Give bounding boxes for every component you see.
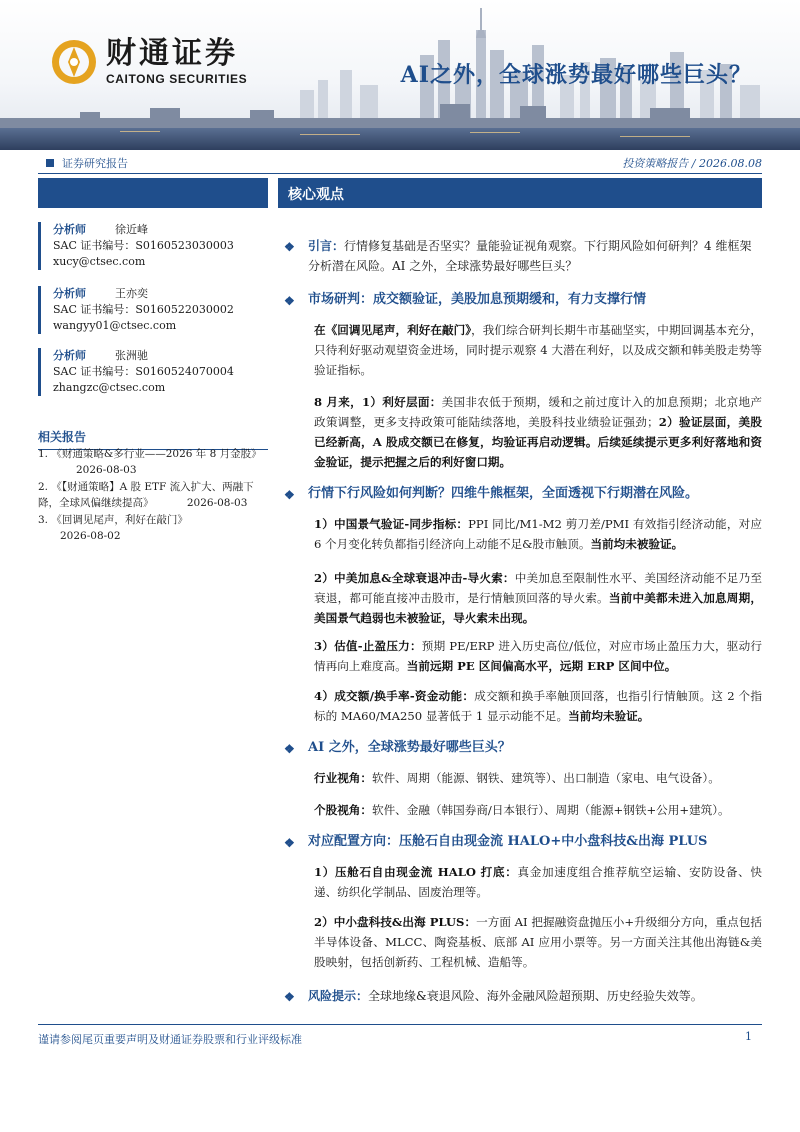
section-heading: 市场研判：成交额验证，美股加息预期缓和，有力支撑行情 — [308, 292, 647, 307]
paragraph-text: 美国非农低于预期，缓和之前过度计入的加息预期；北京地产政策调整，更多支持政策可能陆续落地，美股科技业绩验证强劲； — [314, 395, 762, 429]
paragraph-bold-lead: 2）中美加息&全球衰退冲击-导火索： — [314, 571, 515, 585]
section-paragraph — [314, 768, 762, 788]
section-downside-risk — [284, 484, 762, 505]
square-bullet-icon — [46, 159, 54, 167]
paragraph-text: 中美加息至限制性水平、美国经济动能不足乃至衰退，都可能直接冲击股市，是行情触顶回落的导火索。 — [314, 571, 762, 605]
paragraph-bold-lead: 8 月来，1）利好层面： — [314, 395, 442, 409]
related-report-title: 2. 《【财通策略】A 股 ETF 流入扩大、两融下降，全球风偏继续提高》 — [38, 481, 254, 509]
paragraph-text: 预期 PE/ERP 进入历史高位/低位，对应市场止盈压力大，驱动行情再向上难度高。 — [314, 639, 762, 673]
paragraph-bold-lead: 1）中国景气验证-同步指标： — [314, 517, 469, 531]
analyst-card — [38, 348, 268, 396]
section-paragraph — [314, 568, 762, 628]
paragraph-text: 真金加速度组合推荐航空运输、安防设备、快递、纺织化学制品、固废治理等。 — [314, 865, 762, 899]
paragraph-bold-lead: 2）中小盘科技&出海 PLUS： — [314, 915, 477, 929]
intro-text: 行情修复基础是否坚实？量能验证视角观察。下行期风险如何研判？4 维框架分析潜在风险。AI 之外，全球涨势最好哪些巨头？ — [308, 239, 752, 273]
paragraph-bold-lead: 3）估值-止盈压力： — [314, 639, 422, 653]
paragraph-text: 成交额和换手率触顶回落，也指引行情触顶。这 2 个指标的 MA60/MA250 显著低于 1 显示动能不足。 — [314, 689, 762, 723]
paragraph-bold-lead: 行业视角： — [314, 771, 372, 785]
footer-disclaimer[interactable]: 谨请参阅尾页重要声明及财通证券股票和行业评级标准 — [38, 1024, 762, 1047]
related-reports-title: 相关报告 — [38, 428, 268, 450]
analyst-sac: SAC 证书编号：S0160523030003 — [53, 239, 234, 252]
report-title: AI之外，全球涨势最好哪些巨头？ — [400, 62, 752, 88]
paragraph-bold-conclusion: 当前中美都未进入加息周期，美国景气趋弱也未被验证，导火索未出现。 — [314, 591, 762, 625]
diamond-bullet-icon: ❖ — [284, 836, 295, 850]
header-subbar — [38, 150, 762, 174]
report-header — [0, 0, 800, 150]
paragraph-bold-lead: 1）压舱石自由现金流 HALO 打底： — [314, 865, 518, 879]
diamond-bullet-icon: ❖ — [284, 488, 295, 502]
section-market-judgement — [284, 290, 762, 311]
paragraph-bold-conclusion: 当前均未验证。 — [568, 709, 650, 723]
intro-section — [284, 236, 762, 276]
paragraph-bold-conclusion: 当前远期 PE 区间偏高水平，远期 ERP 区间中位。 — [406, 659, 677, 673]
paragraph-bold-conclusion: 2）验证层面，美股已经新高，A 股成交额已在修复，均验证再启动逻辑。后续延续提示更多利好落地和资金验证，提示把握之后的利好窗口期。 — [314, 415, 762, 469]
company-logo — [50, 38, 247, 86]
paragraph-text: PPI 同比/M1-M2 剪刀差/PMI 有效指引经济动能，对应 6 个月变化转负都指引经济向上动能不足&股市触顶。 — [314, 517, 762, 551]
analyst-email[interactable]: wangyy01@ctsec.com — [53, 319, 177, 332]
logo-english-name: CAITONG SECURITIES — [106, 72, 248, 86]
analyst-name: 徐近峰 — [115, 223, 148, 236]
analyst-email[interactable]: zhangzc@ctsec.com — [53, 381, 166, 394]
page-number: 1 — [745, 1030, 752, 1043]
section-paragraph — [314, 800, 762, 820]
paragraph-bold-conclusion: 当前均未被验证。 — [590, 537, 684, 551]
section-paragraph — [314, 912, 762, 972]
section-risk — [284, 986, 762, 1007]
analyst-role: 分析师 — [53, 223, 86, 236]
section-heading: 行情下行风险如何判断？四维牛熊框架，全面透视下行期潜在风险。 — [308, 486, 699, 501]
core-views-title: 核心观点 — [278, 178, 762, 208]
report-category: 证券研究报告 — [62, 157, 128, 170]
paragraph-text: ，我们综合研判长期牛市基础坚实，中期回调基本充分，只待利好驱动观望资金进场，同时提示观察 4 大潜在利好，以及成交额和韩美股走势等验证指标。 — [314, 323, 762, 377]
section-paragraph — [314, 392, 762, 472]
related-report-item[interactable] — [38, 512, 268, 544]
analyst-name: 张洲驰 — [115, 349, 148, 362]
risk-label: 风险提示： — [308, 989, 369, 1003]
logo-chinese-name: 财通证券 — [106, 36, 238, 71]
related-reports-list — [38, 446, 268, 545]
risk-text: 全球地缘&衰退风险、海外金融风险超预期、历史经验失效等。 — [368, 989, 703, 1003]
section-allocation — [284, 832, 762, 853]
diamond-bullet-icon: ❖ — [284, 990, 295, 1004]
paragraph-text: 软件、周期（能源、钢铁、建筑等）、出口制造（家电、电气设备）。 — [371, 771, 720, 785]
paragraph-bold-lead: 在《回调见尾声，利好在敲门》 — [314, 323, 472, 337]
section-global-leaders — [284, 738, 762, 759]
left-column-banner — [38, 178, 268, 208]
analyst-role: 分析师 — [53, 287, 86, 300]
section-heading: AI 之外，全球涨势最好哪些巨头？ — [308, 740, 511, 755]
related-report-item[interactable] — [38, 479, 268, 511]
section-paragraph — [314, 686, 762, 726]
intro-label: 引言： — [308, 239, 345, 253]
analyst-role: 分析师 — [53, 349, 86, 362]
related-report-date: 2026-08-02 — [60, 530, 121, 542]
related-report-item[interactable] — [38, 446, 268, 478]
related-report-title: 1. 《财通策略&多行业——2026 年 8 月金股》 — [38, 448, 262, 460]
analyst-sac: SAC 证书编号：S0160522030002 — [53, 303, 234, 316]
section-paragraph — [314, 862, 762, 902]
paragraph-bold-lead: 4）成交额/换手率-资金动能： — [314, 689, 475, 703]
paragraph-text: 一方面 AI 把握融资盘抛压小+升级细分方向，重点包括半导体设备、MLCC、陶瓷基板、底部 AI 应用小票等。另一方面关注其他出海链&美股映射，包括创新药、工程机械、造船等。 — [314, 915, 762, 969]
report-type-date: 投资策略报告 / 2026.08.08 — [622, 157, 762, 170]
analyst-sac: SAC 证书编号：S0160524070004 — [53, 365, 234, 378]
diamond-bullet-icon: ❖ — [284, 240, 295, 254]
company-logo-icon — [50, 38, 98, 86]
related-report-date: 2026-08-03 — [186, 497, 248, 509]
section-heading: 对应配置方向：压舱石自由现金流 HALO+中小盘科技&出海 PLUS — [308, 834, 708, 849]
diamond-bullet-icon: ❖ — [284, 742, 295, 756]
analyst-card — [38, 286, 268, 334]
analyst-email[interactable]: xucy@ctsec.com — [53, 255, 146, 268]
paragraph-bold-lead: 个股视角： — [314, 803, 372, 817]
section-paragraph — [314, 514, 762, 554]
related-report-title: 3. 《回调见尾声，利好在敲门》 — [38, 514, 188, 526]
diamond-bullet-icon: ❖ — [284, 294, 295, 308]
related-report-date: 2026-08-03 — [76, 464, 137, 476]
analyst-name: 王亦奕 — [115, 287, 148, 300]
section-paragraph — [314, 320, 762, 380]
paragraph-text: 软件、金融（韩国券商/日本银行）、周期（能源+钢铁+公用+建筑）。 — [371, 803, 730, 817]
section-paragraph — [314, 636, 762, 676]
analyst-card — [38, 222, 268, 270]
